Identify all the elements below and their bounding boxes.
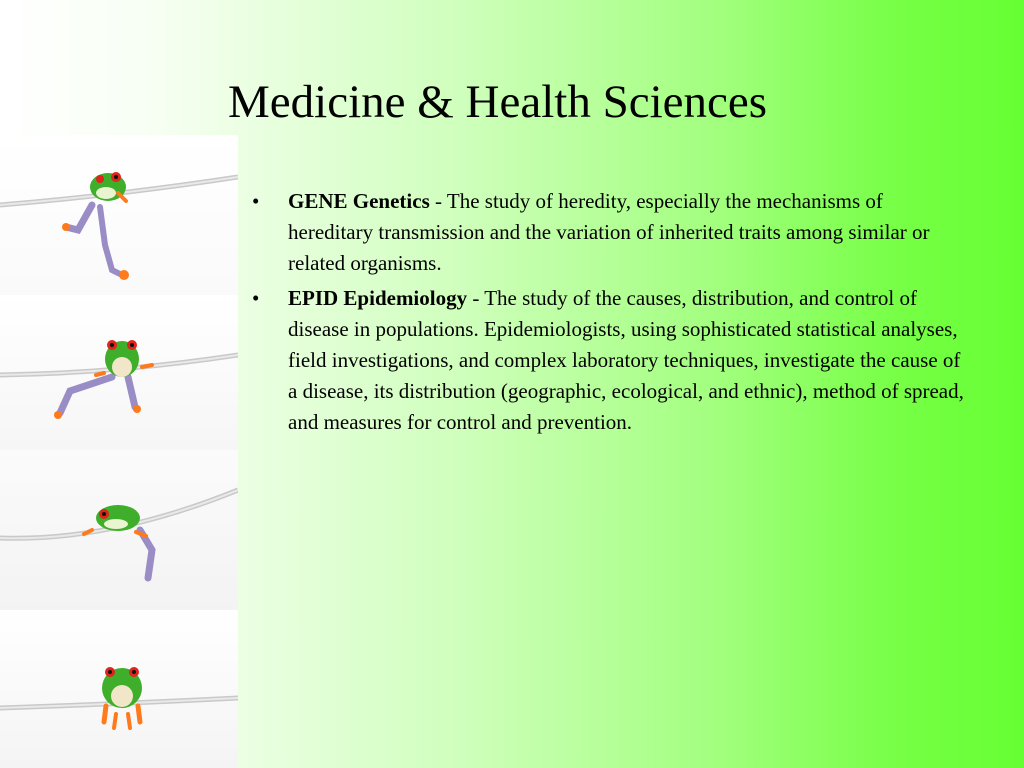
- slide-title: Medicine & Health Sciences: [228, 76, 768, 128]
- frog-photo-4: [0, 610, 238, 768]
- bullet-separator: -: [467, 286, 485, 310]
- bullet-definition: The study of the causes, distribution, and control of disease in populations. Epidemiologists, using sophisticated statistical analyses, field investigations, and complex laboratory techniques, investigate the cause of a disease, its distribution (geographic, ecological, and ethnic), method of spread, and measures for control and prevention.: [288, 286, 964, 434]
- frog-hanging-on-rope-icon: [0, 295, 238, 450]
- frog-sitting-on-rope-icon: [0, 610, 238, 768]
- frog-photo-1: [0, 135, 238, 295]
- bullet-separator: -: [429, 189, 447, 213]
- bullet-item-epidemiology: [252, 283, 972, 438]
- frog-photo-strip: [0, 135, 238, 768]
- bullet-marker: •: [252, 189, 260, 213]
- frog-hanging-on-rope-icon: [0, 135, 238, 295]
- frog-hanging-on-rope-icon: [0, 450, 238, 610]
- bullet-text: [288, 283, 968, 438]
- bullet-definition: The study of heredity, especially the mechanisms of hereditary transmission and the variation of inherited traits among similar or related organisms.: [288, 189, 930, 275]
- bullet-list: [252, 186, 972, 442]
- frog-photo-2: [0, 295, 238, 450]
- bullet-text: [288, 186, 968, 279]
- bullet-marker: •: [252, 286, 260, 310]
- bullet-term: EPID Epidemiology: [288, 286, 468, 310]
- bullet-item-genetics: [252, 186, 972, 279]
- bullet-term: GENE Genetics: [288, 189, 430, 213]
- frog-photo-3: [0, 450, 238, 610]
